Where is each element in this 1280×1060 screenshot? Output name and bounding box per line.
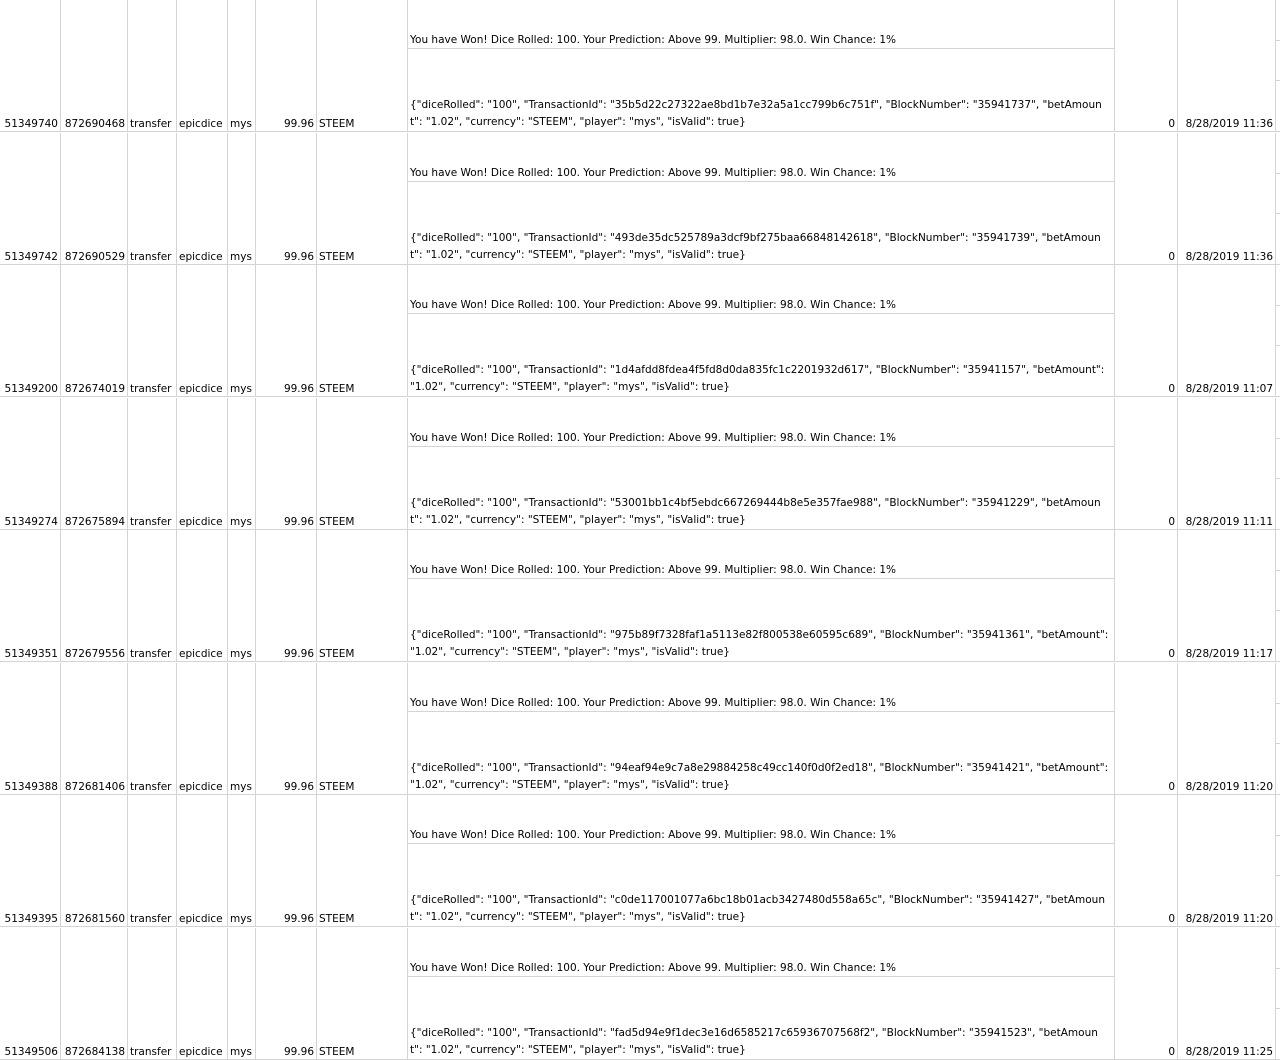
cell-to-text: mys xyxy=(230,648,252,660)
cell-count-text: 0 xyxy=(1168,648,1175,660)
cell-to[interactable] xyxy=(228,795,256,927)
cell-block[interactable] xyxy=(61,133,128,265)
cell-count-text: 0 xyxy=(1168,383,1175,395)
cell-from[interactable] xyxy=(177,795,228,927)
cell-to[interactable] xyxy=(228,530,256,662)
cell-to[interactable] xyxy=(228,928,256,1060)
cell-date-text: 8/28/2019 11:20 xyxy=(1185,781,1273,793)
memo-message-text: You have Won! Dice Rolled: 100. Your Prediction: Above 99. Multiplier: 98.0. Win Chance: 1% xyxy=(410,432,896,444)
cell-date-text: 8/28/2019 11:36 xyxy=(1185,251,1273,263)
cell-type[interactable] xyxy=(128,133,177,265)
cell-id-text: 51349742 xyxy=(4,251,58,263)
cell-type[interactable] xyxy=(128,795,177,927)
cell-date-text: 8/28/2019 11:07 xyxy=(1185,383,1273,395)
cell-id[interactable] xyxy=(0,265,61,397)
table-row[interactable] xyxy=(0,928,1280,1060)
gridline-tick xyxy=(1276,213,1280,214)
gridline-tick xyxy=(1276,835,1280,836)
cell-currency-text: STEEM xyxy=(319,251,355,263)
cell-count[interactable] xyxy=(1115,265,1178,397)
cell-amount-text: 99.96 xyxy=(283,648,314,660)
cell-date-text: 8/28/2019 11:17 xyxy=(1185,648,1273,660)
cell-block-text: 872690529 xyxy=(64,251,125,263)
cell-count[interactable] xyxy=(1115,0,1178,132)
gridline-tick xyxy=(1276,875,1280,876)
cell-block[interactable] xyxy=(61,928,128,1060)
cell-id-text: 51349395 xyxy=(4,913,58,925)
cell-amount[interactable] xyxy=(256,133,317,265)
memo-message-text: You have Won! Dice Rolled: 100. Your Prediction: Above 99. Multiplier: 98.0. Win Chance: 1% xyxy=(410,34,896,46)
cell-from-text: epicdice xyxy=(179,1046,223,1058)
cell-amount[interactable] xyxy=(256,795,317,927)
cell-from[interactable] xyxy=(177,133,228,265)
cell-id-text: 51349274 xyxy=(4,516,58,528)
cell-block[interactable] xyxy=(61,398,128,530)
cell-count[interactable] xyxy=(1115,398,1178,530)
cell-currency[interactable] xyxy=(317,795,408,927)
memo-json-text: {"diceRolled": "100", "TransactionId": "493de35dc525789a3dcf9bf275baa66848142618", "BlockNumber": "35941739", "betAmount": "1.02", "currency": "STEEM", "player": "mys", "isValid": true} xyxy=(410,232,1101,261)
cell-to[interactable] xyxy=(228,663,256,795)
cell-to-text: mys xyxy=(230,913,252,925)
cell-to-text: mys xyxy=(230,1046,252,1058)
gridline-tick xyxy=(1276,80,1280,81)
memo-message-cell[interactable] xyxy=(408,398,1114,447)
cell-block[interactable] xyxy=(61,530,128,662)
gridline-tick xyxy=(1276,345,1280,346)
memo-json-text: {"diceRolled": "100", "TransactionId": "35b5d22c27322ae8bd1b7e32a5a1cc799b6c751f", "BlockNumber": "35941737", "betAmount": "1.02", "currency": "STEEM", "player": "mys", "isValid": true} xyxy=(410,99,1102,128)
cell-edge[interactable] xyxy=(1276,265,1280,397)
cell-amount-text: 99.96 xyxy=(283,383,314,395)
cell-count[interactable] xyxy=(1115,795,1178,927)
cell-id[interactable] xyxy=(0,795,61,927)
table-row[interactable] xyxy=(0,265,1280,397)
cell-memo[interactable] xyxy=(408,663,1115,795)
cell-date-text: 8/28/2019 11:36 xyxy=(1185,118,1273,130)
cell-from-text: epicdice xyxy=(179,781,223,793)
cell-from-text: epicdice xyxy=(179,251,223,263)
cell-currency-text: STEEM xyxy=(319,913,355,925)
cell-type[interactable] xyxy=(128,663,177,795)
memo-message-cell[interactable] xyxy=(408,133,1114,182)
memo-message-cell[interactable] xyxy=(408,0,1114,49)
cell-from-text: epicdice xyxy=(179,118,223,130)
cell-id[interactable] xyxy=(0,663,61,795)
cell-to-text: mys xyxy=(230,118,252,130)
cell-count-text: 0 xyxy=(1168,118,1175,130)
memo-message-text: You have Won! Dice Rolled: 100. Your Prediction: Above 99. Multiplier: 98.0. Win Chance: 1% xyxy=(410,167,896,179)
memo-message-text: You have Won! Dice Rolled: 100. Your Prediction: Above 99. Multiplier: 98.0. Win Chance: 1% xyxy=(410,564,896,576)
cell-to[interactable] xyxy=(228,0,256,132)
gridline-tick xyxy=(1276,570,1280,571)
cell-to-text: mys xyxy=(230,251,252,263)
cell-edge[interactable] xyxy=(1276,530,1280,662)
cell-currency-text: STEEM xyxy=(319,516,355,528)
cell-block-text: 872684138 xyxy=(64,1046,125,1058)
cell-type-text: transfer xyxy=(130,383,172,395)
cell-id[interactable] xyxy=(0,398,61,530)
cell-memo[interactable] xyxy=(408,398,1115,530)
table-row[interactable] xyxy=(0,398,1280,530)
cell-count-text: 0 xyxy=(1168,781,1175,793)
cell-currency[interactable] xyxy=(317,398,408,530)
cell-amount[interactable] xyxy=(256,663,317,795)
gridline-tick xyxy=(1276,40,1280,41)
cell-amount[interactable] xyxy=(256,530,317,662)
cell-count-text: 0 xyxy=(1168,516,1175,528)
cell-type[interactable] xyxy=(128,928,177,1060)
cell-count[interactable] xyxy=(1115,530,1178,662)
cell-from-text: epicdice xyxy=(179,516,223,528)
cell-amount-text: 99.96 xyxy=(283,1046,314,1058)
cell-currency-text: STEEM xyxy=(319,383,355,395)
cell-type[interactable] xyxy=(128,0,177,132)
cell-count-text: 0 xyxy=(1168,251,1175,263)
cell-block[interactable] xyxy=(61,795,128,927)
cell-currency-text: STEEM xyxy=(319,118,355,130)
cell-memo[interactable] xyxy=(408,0,1115,132)
cell-from[interactable] xyxy=(177,398,228,530)
cell-edge[interactable] xyxy=(1276,795,1280,927)
cell-count-text: 0 xyxy=(1168,1046,1175,1058)
table-row[interactable] xyxy=(0,133,1280,265)
cell-currency[interactable] xyxy=(317,928,408,1060)
gridline-tick xyxy=(1276,173,1280,174)
cell-block[interactable] xyxy=(61,265,128,397)
cell-block[interactable] xyxy=(61,663,128,795)
cell-to[interactable] xyxy=(228,265,256,397)
gridline-tick xyxy=(1276,743,1280,744)
cell-currency-text: STEEM xyxy=(319,781,355,793)
cell-type[interactable] xyxy=(128,265,177,397)
cell-amount-text: 99.96 xyxy=(283,516,314,528)
cell-to-text: mys xyxy=(230,781,252,793)
memo-message-cell[interactable] xyxy=(408,795,1114,844)
cell-currency[interactable] xyxy=(317,530,408,662)
memo-message-cell[interactable] xyxy=(408,928,1114,977)
cell-from[interactable] xyxy=(177,928,228,1060)
cell-amount[interactable] xyxy=(256,398,317,530)
cell-type-text: transfer xyxy=(130,251,172,263)
cell-from[interactable] xyxy=(177,265,228,397)
memo-message-text: You have Won! Dice Rolled: 100. Your Prediction: Above 99. Multiplier: 98.0. Win Chance: 1% xyxy=(410,962,896,974)
cell-from-text: epicdice xyxy=(179,383,223,395)
memo-json-text: {"diceRolled": "100", "TransactionId": "975b89f7328faf1a5113e82f800538e60595c689", "BlockNumber": "35941361", "betAmount": "1.02", "currency": "STEEM", "player": "mys", "isValid": true} xyxy=(410,629,1109,658)
gridline-tick xyxy=(1276,305,1280,306)
cell-type-text: transfer xyxy=(130,648,172,660)
memo-json-text: {"diceRolled": "100", "TransactionId": "fad5d94e9f1dec3e16d6585217c65936707568f2", "BlockNumber": "35941523", "betAmount": "1.02", "currency": "STEEM", "player": "mys", "isValid": true} xyxy=(410,1027,1098,1056)
cell-from[interactable] xyxy=(177,663,228,795)
table-row[interactable] xyxy=(0,795,1280,927)
cell-block[interactable] xyxy=(61,0,128,132)
cell-block-text: 872681560 xyxy=(64,913,125,925)
cell-from[interactable] xyxy=(177,530,228,662)
cell-edge[interactable] xyxy=(1276,663,1280,795)
cell-date[interactable] xyxy=(1178,133,1276,265)
cell-from-text: epicdice xyxy=(179,913,223,925)
cell-to[interactable] xyxy=(228,133,256,265)
gridline-tick xyxy=(1276,703,1280,704)
cell-from[interactable] xyxy=(177,0,228,132)
cell-to[interactable] xyxy=(228,398,256,530)
cell-edge[interactable] xyxy=(1276,0,1280,132)
cell-type-text: transfer xyxy=(130,516,172,528)
cell-amount[interactable] xyxy=(256,928,317,1060)
cell-date-text: 8/28/2019 11:20 xyxy=(1185,913,1273,925)
cell-id-text: 51349351 xyxy=(4,648,58,660)
cell-id-text: 51349200 xyxy=(4,383,58,395)
cell-memo[interactable] xyxy=(408,133,1115,265)
cell-amount[interactable] xyxy=(256,265,317,397)
cell-id[interactable] xyxy=(0,530,61,662)
cell-type-text: transfer xyxy=(130,1046,172,1058)
cell-from-text: epicdice xyxy=(179,648,223,660)
cell-block-text: 872679556 xyxy=(64,648,125,660)
cell-block-text: 872674019 xyxy=(64,383,125,395)
cell-id[interactable] xyxy=(0,928,61,1060)
memo-json-text: {"diceRolled": "100", "TransactionId": "c0de117001077a6bc18b01acb3427480d558a65c", "BlockNumber": "35941427", "betAmount": "1.02", "currency": "STEEM", "player": "mys", "isValid": true} xyxy=(410,894,1105,923)
cell-block-text: 872675894 xyxy=(64,516,125,528)
cell-currency[interactable] xyxy=(317,0,408,132)
cell-edge[interactable] xyxy=(1276,133,1280,265)
memo-message-cell[interactable] xyxy=(408,265,1114,314)
cell-date[interactable] xyxy=(1178,530,1276,662)
cell-id-text: 51349388 xyxy=(4,781,58,793)
memo-json-text: {"diceRolled": "100", "TransactionId": "53001bb1c4bf5ebdc667269444b8e5e357fae988", "BlockNumber": "35941229", "betAmount": "1.02", "currency": "STEEM", "player": "mys", "isValid": true} xyxy=(410,497,1101,526)
cell-count[interactable] xyxy=(1115,133,1178,265)
cell-count-text: 0 xyxy=(1168,913,1175,925)
memo-message-text: You have Won! Dice Rolled: 100. Your Prediction: Above 99. Multiplier: 98.0. Win Chance: 1% xyxy=(410,697,896,709)
memo-json-text: {"diceRolled": "100", "TransactionId": "94eaf94e9c7a8e29884258c49cc140f0d0f2ed18", "BlockNumber": "35941421", "betAmount": "1.02", "currency": "STEEM", "player": "mys", "isValid": true} xyxy=(410,762,1109,791)
cell-currency-text: STEEM xyxy=(319,1046,355,1058)
cell-date[interactable] xyxy=(1178,265,1276,397)
cell-date[interactable] xyxy=(1178,928,1276,1060)
cell-block-text: 872690468 xyxy=(64,118,125,130)
cell-count[interactable] xyxy=(1115,928,1178,1060)
cell-date[interactable] xyxy=(1178,0,1276,132)
cell-type-text: transfer xyxy=(130,781,172,793)
cell-edge[interactable] xyxy=(1276,398,1280,530)
cell-date[interactable] xyxy=(1178,663,1276,795)
cell-block-text: 872681406 xyxy=(64,781,125,793)
table-row[interactable] xyxy=(0,0,1280,132)
cell-amount-text: 99.96 xyxy=(283,781,314,793)
gridline-tick xyxy=(1276,968,1280,969)
cell-id-text: 51349740 xyxy=(4,118,58,130)
cell-id[interactable] xyxy=(0,133,61,265)
cell-memo[interactable] xyxy=(408,265,1115,397)
cell-type[interactable] xyxy=(128,398,177,530)
cell-date[interactable] xyxy=(1178,795,1276,927)
cell-currency[interactable] xyxy=(317,265,408,397)
cell-type-text: transfer xyxy=(130,913,172,925)
cell-memo[interactable] xyxy=(408,928,1115,1060)
cell-amount-text: 99.96 xyxy=(283,118,314,130)
gridline-tick xyxy=(1276,1008,1280,1009)
memo-message-cell[interactable] xyxy=(408,530,1114,579)
gridline-tick xyxy=(1276,610,1280,611)
gridline-tick xyxy=(1276,438,1280,439)
cell-id-text: 51349506 xyxy=(4,1046,58,1058)
cell-currency[interactable] xyxy=(317,663,408,795)
memo-json-text: {"diceRolled": "100", "TransactionId": "1d4afdd8fdea4f5fd8d0da835fc1c2201932d617", "BlockNumber": "35941157", "betAmount": "1.02", "currency": "STEEM", "player": "mys", "isValid": true} xyxy=(410,364,1105,393)
memo-message-text: You have Won! Dice Rolled: 100. Your Prediction: Above 99. Multiplier: 98.0. Win Chance: 1% xyxy=(410,829,896,841)
cell-memo[interactable] xyxy=(408,530,1115,662)
cell-date-text: 8/28/2019 11:11 xyxy=(1185,516,1273,528)
cell-memo[interactable] xyxy=(408,795,1115,927)
cell-amount[interactable] xyxy=(256,0,317,132)
cell-currency-text: STEEM xyxy=(319,648,355,660)
table-row[interactable] xyxy=(0,530,1280,662)
cell-edge[interactable] xyxy=(1276,928,1280,1060)
gridline-tick xyxy=(1276,478,1280,479)
cell-currency[interactable] xyxy=(317,133,408,265)
cell-date-text: 8/28/2019 11:25 xyxy=(1185,1046,1273,1058)
cell-amount-text: 99.96 xyxy=(283,251,314,263)
cell-date[interactable] xyxy=(1178,398,1276,530)
table-row[interactable] xyxy=(0,663,1280,795)
cell-to-text: mys xyxy=(230,383,252,395)
cell-id[interactable] xyxy=(0,0,61,132)
cell-count[interactable] xyxy=(1115,663,1178,795)
cell-type-text: transfer xyxy=(130,118,172,130)
cell-amount-text: 99.96 xyxy=(283,913,314,925)
cell-type[interactable] xyxy=(128,530,177,662)
memo-message-cell[interactable] xyxy=(408,663,1114,712)
cell-to-text: mys xyxy=(230,516,252,528)
memo-message-text: You have Won! Dice Rolled: 100. Your Prediction: Above 99. Multiplier: 98.0. Win Chance: 1% xyxy=(410,299,896,311)
